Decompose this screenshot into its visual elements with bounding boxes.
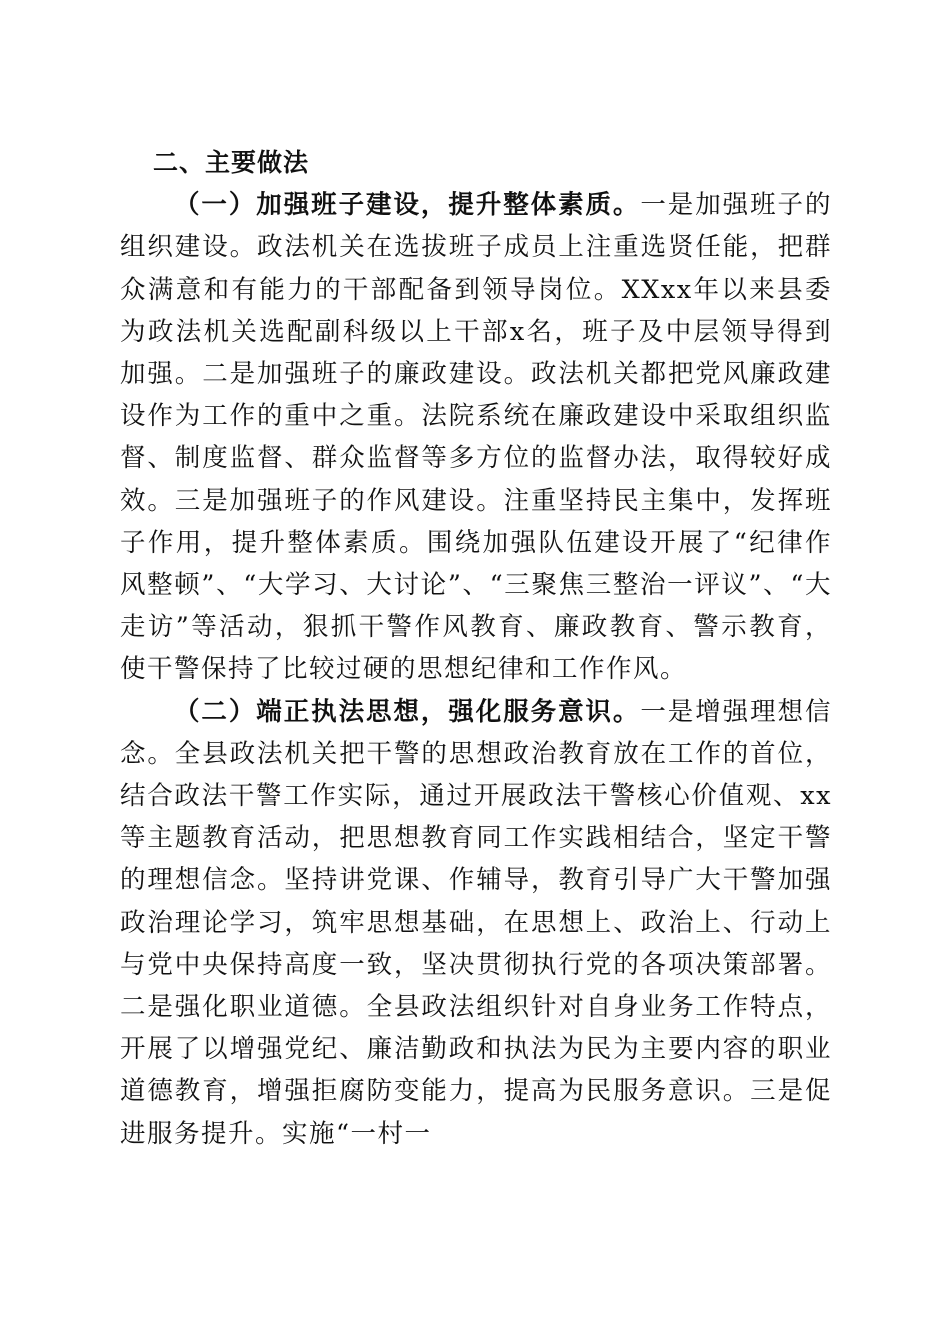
paragraph-2 xyxy=(120,691,832,1155)
document-body xyxy=(120,142,832,1155)
paragraph-1-lead: （一）加强班子建设，提升整体素质。 xyxy=(174,190,641,221)
section-heading: 二、主要做法 xyxy=(153,148,310,177)
paragraph-1 xyxy=(120,184,832,690)
paragraph-1-body: 一是加强班子的组织建设。政法机关在选拔班子成员上注重选贤任能，把群众满意和有能力的干部配备到领导岗位。XXxx年以来县委为政法机关选配副科级以上干部x名，班子及中层领导得到加强。二是加强班子的廉政建设。政法机关都把党风廉政建设作为工作的重中之重。法院系统在廉政建设中采取组织监督、制度监督、群众监督等多方位的监督办法，取得较好成效。三是加强班子的作风建设。注重坚持民主集中，发挥班子作用，提升整体素质。围绕加强队伍建设开展了“纪律作风整顿”、“大学习、大讨论”、“三聚焦三整治一评议”、“大走访”等活动，狠抓干警作风教育、廉政教育、警示教育，使干警保持了比较过硬的思想纪律和工作作风。 xyxy=(120,190,832,685)
paragraph-2-lead: （二）端正执法思想，强化服务意识。 xyxy=(174,696,641,727)
paragraph-2-body: 一是增强理想信念。全县政法机关把干警的思想政治教育放在工作的首位，结合政法干警工作实际，通过开展政法干警核心价值观、xx等主题教育活动，把思想教育同工作实践相结合，坚定干警的理想信念。坚持讲党课、作辅导，教育引导广大干警加强政治理论学习，筑牢思想基础，在思想上、政治上、行动上与党中央保持高度一致，坚决贯彻执行党的各项决策部署。二是强化职业道德。全县政法组织针对自身业务工作特点，开展了以增强党纪、廉洁勤政和执法为民为主要内容的职业道德教育，增强拒腐防变能力，提高为民服务意识。三是促进服务提升。实施“一村一 xyxy=(120,696,832,1149)
